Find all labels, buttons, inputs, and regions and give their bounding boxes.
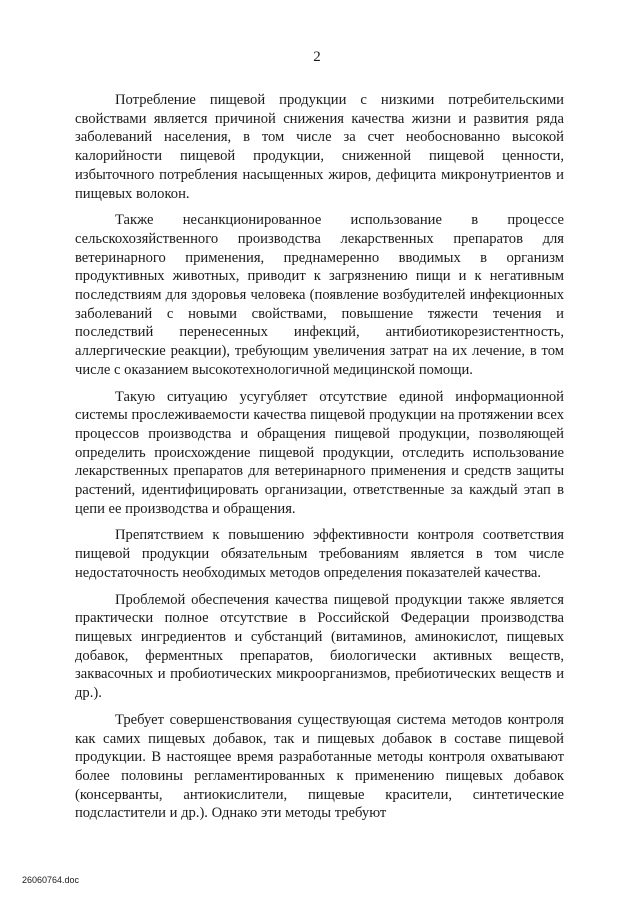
paragraph-control-methods: Препятствием к повышению эффективности контроля соответствия пищевой продукции обязательным требованиям является в том числе недостаточность необходимых методов определения показателей качества. — [75, 527, 564, 581]
paragraph-traceability: Такую ситуацию усугубляет отсутствие единой информационной системы прослеживаемости качества пищевой продукции на протяжении всех процессов производства и обращения пищевой продукции, позволяющей определить происхождение пищевой продукции, отследить использование лекарственных препаратов для ветеринарного применения и средств защиты растений, идентифицировать организации, ответственные за каждый этап в цепи ее производства и обращения. — [75, 388, 564, 517]
paragraph-veterinary-drugs: Также несанкционированное использование в процессе сельскохозяйственного производства лекарственных препаратов для ветеринарного применения, преднамеренно вводимых в организм продуктивных животных, приводит к загрязнению пищи и к негативным последствиям для здоровья человека (появление возбудителей инфекционных заболеваний с новыми свойствами, повышение тяжести течения и последствий перенесенных инфекций, антибиотикорезистентность, аллергические реакции), требующим увеличения затрат на их лечение, в том числе с оказанием высокотехнологичной медицинской помощи. — [75, 212, 564, 378]
paragraph-food-quality: Потребление пищевой продукции с низкими потребительскими свойствами является причиной снижения качества жизни и развития ряда заболеваний населения, в том числе за счет необоснованно высокой калорийности пищевой продукции, сниженной пищевой ценности, избыточного потребления насыщенных жиров, дефицита микронутриентов и пищевых волокон. — [75, 92, 564, 202]
document-body — [75, 91, 564, 823]
page-number: 2 — [313, 49, 321, 65]
paragraph-additives-control: Требует совершенствования существующая система методов контроля как самих пищевых добавок, так и пищевых добавок в составе пищевой продукции. В настоящее время разработанные методы контроля охватывают более половины регламентированных к применению пищевых добавок (консерванты, антиокислители, пищевые красители, синтетические подсластители и др.). Однако эти методы требуют — [75, 711, 564, 822]
paragraph-ingredients-production: Проблемой обеспечения качества пищевой продукции также является практически полное отсутствие в Российской Федерации производства пищевых ингредиентов и субстанций (витаминов, аминокислот, пищевых добавок, ферментных препаратов, биологически активных веществ, заквасочных и пробиотических микроорганизмов, пребиотических веществ и др.). — [75, 591, 564, 702]
footer-filename: 26060764.doc — [22, 875, 80, 885]
